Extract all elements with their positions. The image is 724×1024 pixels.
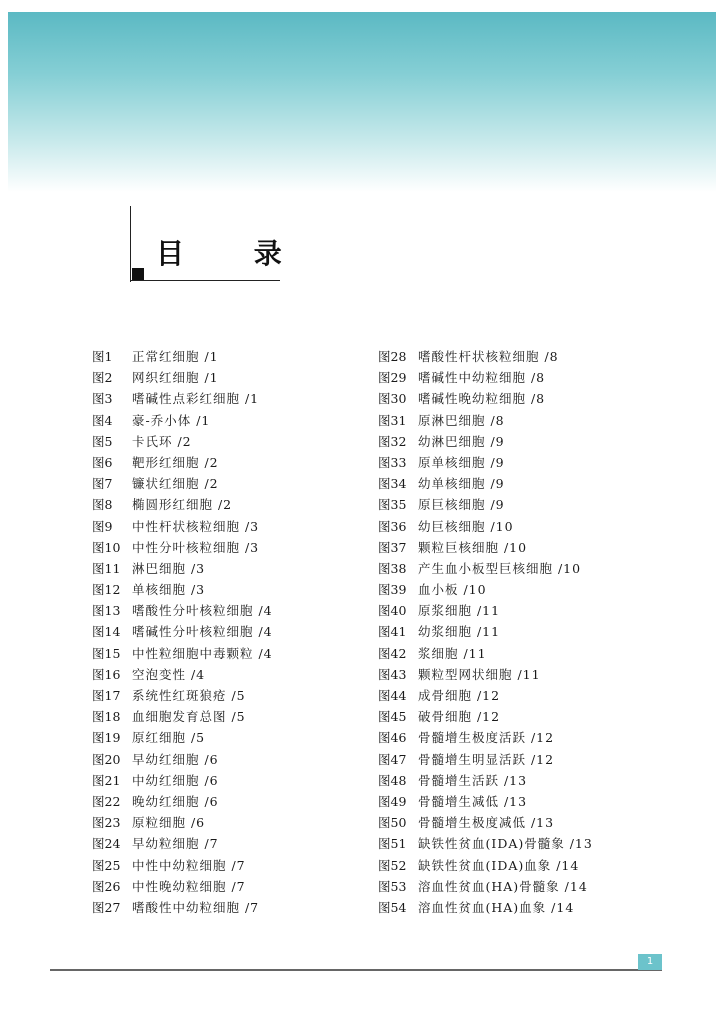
toc-entry-number: 图13 xyxy=(92,603,121,619)
toc-entry-text: 骨髓增生极度活跃 /12 xyxy=(418,730,555,746)
toc-entry-text: 卡氏环 /2 xyxy=(132,433,192,449)
toc-entry-number: 图44 xyxy=(378,688,407,703)
toc-entry-number: 图30 xyxy=(378,391,407,407)
toc-entry xyxy=(92,410,372,431)
toc-entry xyxy=(92,600,372,621)
toc-entry xyxy=(378,664,678,685)
toc-entry-number: 图37 xyxy=(378,539,407,555)
toc-entry-text: 单核细胞 /3 xyxy=(132,582,206,598)
toc-entry-number: 图18 xyxy=(92,709,121,725)
toc-entry-text: 嗜酸性分叶核粒细胞 /4 xyxy=(132,603,273,619)
toc-entry xyxy=(92,727,372,748)
toc-entry xyxy=(92,876,372,897)
toc-entry xyxy=(92,473,372,494)
toc-entry xyxy=(92,367,372,388)
toc-entry-number: 图21 xyxy=(92,772,121,788)
toc-entry xyxy=(378,600,678,621)
toc-entry-number: 图26 xyxy=(92,878,121,894)
toc-entry-number: 图42 xyxy=(378,645,407,661)
toc-entry-text: 成骨细胞 /12 xyxy=(418,688,501,703)
toc-entry-text: 缺铁性贫血(IDA)血象 /14 xyxy=(418,857,580,873)
toc-entry-number: 图22 xyxy=(92,793,121,809)
toc-entry xyxy=(378,749,678,770)
toc-entry xyxy=(378,833,678,854)
toc-entry-text: 骨髓增生极度减低 /13 xyxy=(418,815,555,831)
toc-entry xyxy=(378,855,678,876)
toc-entry-text: 产生血小板型巨核细胞 /10 xyxy=(418,560,582,576)
toc-entry-text: 系统性红斑狼疮 /5 xyxy=(132,688,246,703)
toc-entry-text: 幼单核细胞 /9 xyxy=(418,476,505,492)
toc-entry-number: 图50 xyxy=(378,815,407,831)
toc-entry-number: 图45 xyxy=(378,709,407,725)
toc-entry xyxy=(378,494,678,515)
toc-entry xyxy=(378,452,678,473)
toc-entry-number: 图27 xyxy=(92,899,121,915)
toc-entry xyxy=(378,516,678,537)
toc-entry xyxy=(92,452,372,473)
toc-entry-text: 溶血性贫血(HA)骨髓象 /14 xyxy=(418,878,588,894)
toc-entry-number: 图48 xyxy=(378,772,407,788)
toc-entry-text: 骨髓增生减低 /13 xyxy=(418,793,528,809)
toc-entry xyxy=(378,410,678,431)
toc-entry-number: 图3 xyxy=(92,391,113,407)
toc-entry-text: 血小板 /10 xyxy=(418,582,487,598)
toc-entry-text: 原单核细胞 /9 xyxy=(418,454,505,470)
toc-entry-number: 图47 xyxy=(378,751,407,767)
toc-entry-number: 图33 xyxy=(378,454,407,470)
toc-entry-text: 镰状红细胞 /2 xyxy=(132,476,219,492)
toc-entry-text: 中性杆状核粒细胞 /3 xyxy=(132,518,260,534)
toc-entry-number: 图2 xyxy=(92,370,113,386)
toc-entry xyxy=(92,431,372,452)
toc-entry-text: 缺铁性贫血(IDA)骨髓象 /13 xyxy=(418,836,593,852)
toc-entry-text: 溶血性贫血(HA)血象 /14 xyxy=(418,899,575,915)
toc-entry xyxy=(92,685,372,706)
toc-entry-text: 嗜碱性中幼粒细胞 /8 xyxy=(418,370,546,386)
toc-entry xyxy=(378,346,678,367)
toc-entry-text: 中幼红细胞 /6 xyxy=(132,772,219,788)
toc-entry-number: 图19 xyxy=(92,730,121,746)
toc-entry-text: 幼巨核细胞 /10 xyxy=(418,518,514,534)
toc-entry-number: 图5 xyxy=(92,433,113,449)
toc-entry-number: 图46 xyxy=(378,730,407,746)
toc-entry-text: 中性中幼粒细胞 /7 xyxy=(132,857,246,873)
toc-entry-number: 图24 xyxy=(92,836,121,852)
toc-entry-text: 幼淋巴细胞 /9 xyxy=(418,433,505,449)
toc-entry-text: 嗜酸性中幼粒细胞 /7 xyxy=(132,899,260,915)
toc-entry-number: 图35 xyxy=(378,497,407,513)
toc-entry-number: 图32 xyxy=(378,433,407,449)
toc-entry-text: 淋巴细胞 /3 xyxy=(132,560,206,576)
toc-entry-number: 图54 xyxy=(378,899,407,915)
toc-entry-text: 嗜碱性晚幼粒细胞 /8 xyxy=(418,391,546,407)
toc-entry xyxy=(92,791,372,812)
toc-entry-number: 图36 xyxy=(378,518,407,534)
toc-entry-number: 图51 xyxy=(378,836,407,852)
toc-entry-text: 嗜碱性分叶核粒细胞 /4 xyxy=(132,624,273,640)
toc-entry-number: 图34 xyxy=(378,476,407,492)
toc-entry-text: 晚幼红细胞 /6 xyxy=(132,793,219,809)
toc-entry-number: 图11 xyxy=(92,560,121,576)
toc-entry-text: 原粒细胞 /6 xyxy=(132,815,206,831)
toc-entry xyxy=(378,876,678,897)
footer-rule xyxy=(50,969,662,971)
toc-title-block xyxy=(130,206,312,282)
toc-entry-number: 图14 xyxy=(92,624,121,640)
toc-entry xyxy=(378,388,678,409)
toc-entry-text: 原巨核细胞 /9 xyxy=(418,497,505,513)
toc-entry xyxy=(92,643,372,664)
toc-entry-number: 图53 xyxy=(378,878,407,894)
toc-entry xyxy=(378,558,678,579)
toc-entry-number: 图20 xyxy=(92,751,121,767)
toc-entry-text: 骨髓增生明显活跃 /12 xyxy=(418,751,555,767)
toc-entry-number: 图7 xyxy=(92,476,113,492)
toc-entry-number: 图1 xyxy=(92,349,113,364)
toc-entry-number: 图23 xyxy=(92,815,121,831)
toc-entry xyxy=(92,494,372,515)
toc-entry xyxy=(92,749,372,770)
toc-entry-text: 正常红细胞 /1 xyxy=(132,349,219,364)
toc-entry xyxy=(378,537,678,558)
toc-entry xyxy=(92,833,372,854)
toc-entry xyxy=(92,706,372,727)
header-band xyxy=(8,12,716,192)
toc-entry-number: 图38 xyxy=(378,560,407,576)
page-number-badge: 1 xyxy=(638,954,662,970)
toc-entry-text: 幼浆细胞 /11 xyxy=(418,624,501,640)
toc-entry xyxy=(92,516,372,537)
toc-entry-number: 图9 xyxy=(92,518,113,534)
toc-entry-text: 原浆细胞 /11 xyxy=(418,603,501,619)
toc-left-column xyxy=(92,346,372,918)
toc-entry-text: 骨髓增生活跃 /13 xyxy=(418,772,528,788)
toc-entry xyxy=(378,706,678,727)
toc-entry xyxy=(378,812,678,833)
toc-entry xyxy=(92,897,372,918)
toc-entry-number: 图49 xyxy=(378,793,407,809)
toc-entry-number: 图16 xyxy=(92,666,121,682)
toc-entry xyxy=(378,621,678,642)
toc-entry-text: 嗜酸性杆状核粒细胞 /8 xyxy=(418,349,559,364)
toc-entry-text: 原红细胞 /5 xyxy=(132,730,206,746)
toc-title: 目 录 xyxy=(156,237,312,270)
toc-entry xyxy=(92,558,372,579)
toc-entry-number: 图52 xyxy=(378,857,407,873)
toc-entry xyxy=(92,855,372,876)
toc-entry xyxy=(92,770,372,791)
toc-entry xyxy=(92,664,372,685)
toc-entry-text: 网织红细胞 /1 xyxy=(132,370,219,386)
toc-entry xyxy=(378,770,678,791)
toc-entry-number: 图15 xyxy=(92,645,121,661)
toc-entry xyxy=(92,621,372,642)
toc-entry-text: 中性分叶核粒细胞 /3 xyxy=(132,539,260,555)
toc-entry-text: 嗜碱性点彩红细胞 /1 xyxy=(132,391,260,407)
toc-entry-text: 早幼红细胞 /6 xyxy=(132,751,219,767)
toc-entry-number: 图17 xyxy=(92,688,121,703)
toc-entry-number: 图25 xyxy=(92,857,121,873)
toc-entry xyxy=(378,473,678,494)
toc-entry-text: 早幼粒细胞 /7 xyxy=(132,836,219,852)
toc-right-column xyxy=(378,346,678,918)
toc-entry-number: 图10 xyxy=(92,539,121,555)
title-horizontal-rule xyxy=(130,280,280,281)
toc-entry-text: 椭圆形红细胞 /2 xyxy=(132,497,233,513)
toc-entry xyxy=(378,643,678,664)
title-vertical-rule xyxy=(130,206,131,282)
toc-entry-text: 原淋巴细胞 /8 xyxy=(418,412,505,428)
toc-entry-number: 图28 xyxy=(378,349,407,364)
toc-entry-text: 中性晚幼粒细胞 /7 xyxy=(132,878,246,894)
toc-entry-text: 破骨细胞 /12 xyxy=(418,709,501,725)
toc-entry-text: 空泡变性 /4 xyxy=(132,666,206,682)
toc-entry xyxy=(378,897,678,918)
toc-entry-text: 颗粒型网状细胞 /11 xyxy=(418,666,541,682)
toc-entry-text: 浆细胞 /11 xyxy=(418,645,487,661)
toc-entry-number: 图40 xyxy=(378,603,407,619)
toc-entry xyxy=(378,579,678,600)
toc-entry xyxy=(92,346,372,367)
title-square-marker xyxy=(132,268,144,280)
toc-entry-number: 图8 xyxy=(92,497,113,513)
toc-entry xyxy=(92,537,372,558)
toc-entry-text: 颗粒巨核细胞 /10 xyxy=(418,539,528,555)
toc-entry xyxy=(92,579,372,600)
toc-entry xyxy=(378,431,678,452)
toc-entry-number: 图39 xyxy=(378,582,407,598)
toc-entry-number: 图12 xyxy=(92,582,121,598)
toc-entry-text: 中性粒细胞中毒颗粒 /4 xyxy=(132,645,273,661)
toc-entry xyxy=(92,388,372,409)
toc-entry-text: 靶形红细胞 /2 xyxy=(132,454,219,470)
toc-entry-number: 图4 xyxy=(92,412,113,428)
toc-entry xyxy=(378,727,678,748)
toc-entry-text: 血细胞发育总图 /5 xyxy=(132,709,246,725)
toc-entry xyxy=(378,791,678,812)
toc-entry-number: 图29 xyxy=(378,370,407,386)
toc-entry xyxy=(378,367,678,388)
toc-entry-text: 豪-乔小体 /1 xyxy=(132,412,211,428)
toc-entry xyxy=(92,812,372,833)
toc-entry xyxy=(378,685,678,706)
toc-entry-number: 图43 xyxy=(378,666,407,682)
toc-entry-number: 图41 xyxy=(378,624,407,640)
toc-entry-number: 图6 xyxy=(92,454,113,470)
toc-entry-number: 图31 xyxy=(378,412,407,428)
